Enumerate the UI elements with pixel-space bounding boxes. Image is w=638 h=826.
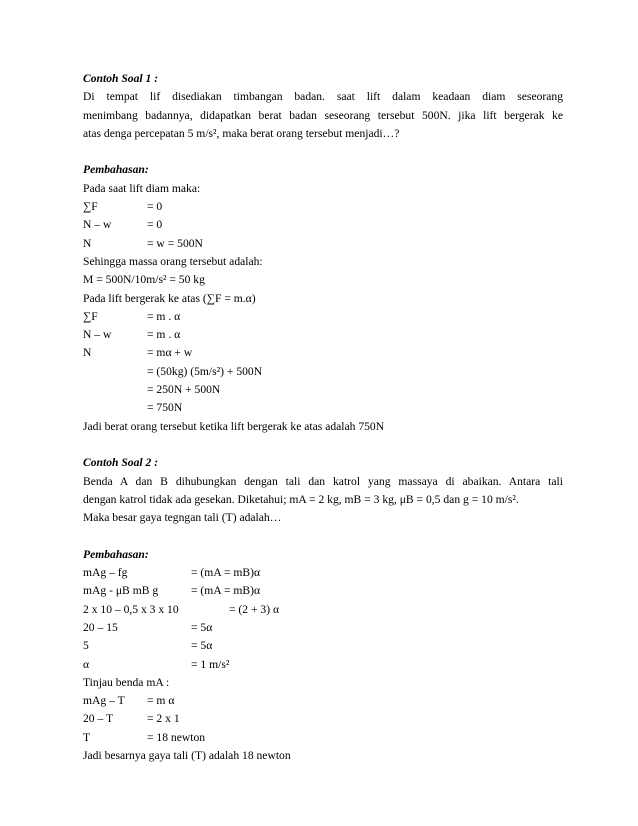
soal1-heading: Contoh Soal 1 : bbox=[83, 72, 159, 85]
pembahasan2-heading: Pembahasan: bbox=[83, 547, 149, 561]
soal1-text-line: menimbang badannya, didapatkan berat badan seseorang tersebut 500N. jika lift bergerak ke bbox=[83, 108, 563, 122]
equation-row: N = w = 500N bbox=[83, 236, 203, 250]
equation-row: 20 – 15 = 5α bbox=[83, 620, 213, 634]
equation-row: = 250N + 500N bbox=[147, 383, 221, 397]
equation-row: ∑F = 0 bbox=[83, 200, 163, 214]
equation-row: ∑F = m . α bbox=[83, 309, 181, 323]
document-body bbox=[83, 70, 563, 765]
equation-row: mAg – fg = (mA = mB)α bbox=[83, 566, 261, 580]
equation-row: N – w = 0 bbox=[83, 218, 163, 232]
pembahasan2-conclusion: Jadi besarnya gaya tali (T) adalah 18 newton bbox=[83, 748, 291, 762]
tinjau-text: Tinjau benda mA : bbox=[83, 675, 170, 689]
equation-row: = (50kg) (5m/s²) + 500N bbox=[147, 364, 263, 378]
pembahasan1-intro: Pada saat lift diam maka: bbox=[83, 181, 201, 195]
equation-row: T = 18 newton bbox=[83, 730, 206, 744]
soal1-text-line: Di tempat lif disediakan timbangan badan. saat lift dalam keadaan diam seseorang bbox=[83, 90, 563, 104]
equation-row: 5 = 5α bbox=[83, 639, 213, 653]
equation-row: mAg - μB mB g = (mA = mB)α bbox=[83, 584, 261, 598]
equation-row: N – w = m . α bbox=[83, 328, 181, 342]
pembahasan1-heading: Pembahasan: bbox=[83, 163, 149, 177]
pembahasan1-conclusion: Jadi berat orang tersebut ketika lift bergerak ke atas adalah 750N bbox=[83, 419, 385, 433]
soal2-text-line: Maka besar gaya tegngan tali (T) adalah… bbox=[83, 511, 282, 525]
equation-row: mAg – T = m α bbox=[83, 694, 175, 708]
soal2-heading: Contoh Soal 2 : bbox=[83, 456, 159, 470]
massa-text: Sehingga massa orang tersebut adalah: bbox=[83, 254, 263, 268]
soal2-text-line: Benda A dan B dihubungkan dengan tali dan katrol yang massaya di abaikan. Antara tali bbox=[83, 474, 563, 488]
equation-row: 2 x 10 – 0,5 x 3 x 10 = (2 + 3) α bbox=[83, 602, 280, 616]
soal2-text-line: dengan katrol tidak ada gesekan. Diketahui; mA = 2 kg, mB = 3 kg, μB = 0,5 dan g = 10 m/s². bbox=[83, 492, 519, 506]
equation-row: 20 – T = 2 x 1 bbox=[83, 712, 180, 726]
equation-row: N = mα + w bbox=[83, 346, 193, 360]
equation-row: = 750N bbox=[147, 401, 183, 415]
soal1-text-line: atas denga percepatan 5 m/s², maka berat orang tersebut menjadi…? bbox=[83, 126, 400, 140]
naik-text: Pada lift bergerak ke atas (∑F = m.α) bbox=[83, 291, 256, 305]
equation-row: α = 1 m/s² bbox=[83, 657, 230, 671]
massa-equation: M = 500N/10m/s² = 50 kg bbox=[83, 273, 205, 287]
